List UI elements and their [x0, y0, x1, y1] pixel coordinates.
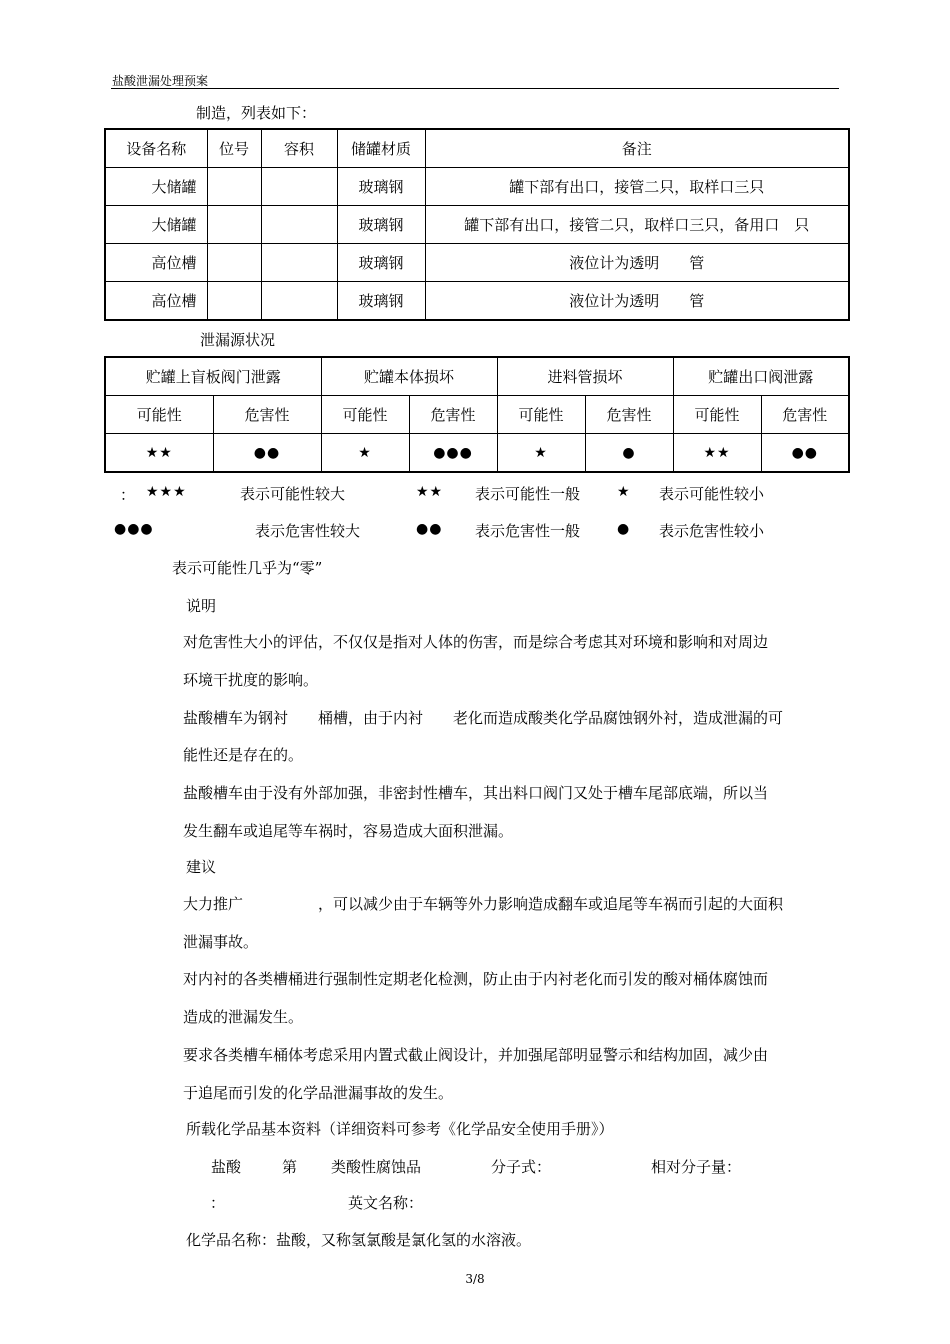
subheader-cell: 危害性 — [585, 396, 673, 434]
suggestion-paragraph: 要求各类槽车桶体考虑采用内置式截止阀设计，并加强尾部明显警示和结构加固，减少由 — [183, 1046, 769, 1064]
header-cell: 位号 — [207, 129, 261, 168]
leak-section-title: 泄漏源状况 — [200, 331, 276, 349]
table-cell: 液位计为透明 管 — [425, 244, 849, 282]
chem-mw-label: 相对分子量： — [651, 1158, 742, 1176]
legend-star-3-text: 表示可能性较大 — [240, 485, 346, 503]
chem-en-label: 英文名称： — [348, 1194, 424, 1212]
group-header: 贮罐出口阀泄露 — [673, 357, 849, 396]
legend-star-3-icon: ★★★ — [146, 484, 187, 500]
subheader-row — [105, 396, 849, 434]
table-cell: 大储罐 — [105, 206, 207, 244]
table-cell: 玻璃钢 — [337, 168, 425, 206]
legend-star-1-text: 表示可能性较小 — [659, 485, 765, 503]
explanation-paragraph: 盐酸槽车由于没有外部加强，非密封性槽车，其出料口阀门又处于槽车尾部底端，所以当 — [183, 784, 769, 802]
hazard-rating: ●● — [761, 434, 849, 473]
subheader-cell: 可能性 — [673, 396, 761, 434]
table-row — [105, 206, 849, 244]
table-cell: 液位计为透明 管 — [425, 282, 849, 321]
group-header: 进料管损坏 — [497, 357, 673, 396]
rating-row — [105, 434, 849, 473]
header-cell: 储罐材质 — [337, 129, 425, 168]
chem-class: 类酸性腐蚀品 — [331, 1158, 422, 1176]
intro-text: 制造，列表如下： — [196, 104, 317, 122]
header-title: 盐酸泄漏处理预案 — [112, 74, 209, 88]
table-header-row — [105, 129, 849, 168]
chem-title: 所载化学品基本资料（详细资料可参考《化学品安全使用手册》） — [186, 1120, 614, 1138]
suggestion-paragraph: 造成的泄漏发生。 — [183, 1008, 304, 1026]
legend-circle-3-icon: ●●● — [114, 521, 154, 537]
legend-circle-2-icon: ●● — [416, 521, 443, 537]
chem-class-prefix: 第 — [282, 1158, 298, 1176]
table-cell — [261, 244, 337, 282]
subheader-cell: 可能性 — [105, 396, 213, 434]
table-cell: 玻璃钢 — [337, 244, 425, 282]
legend-star-2-icon: ★★ — [416, 484, 444, 500]
explanation-paragraph: 环境干扰度的影响。 — [183, 671, 319, 689]
explanation-paragraph: 盐酸槽车为钢衬 桶槽，由于内衬 老化而造成酸类化学品腐蚀钢外衬，造成泄漏的可 — [183, 709, 784, 727]
table-cell — [207, 282, 261, 321]
table-cell: 罐下部有出口，接管二只，取样口三只，备用口 只 — [425, 206, 849, 244]
legend-colon: ： — [120, 486, 136, 504]
legend-star-1-icon: ★ — [617, 484, 631, 500]
likelihood-rating: ★ — [497, 434, 585, 473]
likelihood-rating: ★★ — [673, 434, 761, 473]
table-cell — [207, 168, 261, 206]
subheader-cell: 危害性 — [761, 396, 849, 434]
header-cell: 容积 — [261, 129, 337, 168]
suggestion-paragraph: 大力推广 ，可以减少由于车辆等外力影响造成翻车或追尾等车祸而引起的大面积 — [183, 895, 784, 913]
legend-circle-3-text: 表示危害性较大 — [255, 522, 361, 540]
likelihood-rating: ★ — [321, 434, 409, 473]
header-cell: 备注 — [425, 129, 849, 168]
explanation-title: 说明 — [186, 597, 217, 615]
table-row — [105, 244, 849, 282]
hazard-rating: ●● — [213, 434, 321, 473]
page-number: 3/8 — [465, 1272, 485, 1286]
group-header-row — [105, 357, 849, 396]
hazard-rating: ●●● — [409, 434, 497, 473]
equipment-table — [104, 128, 850, 321]
explanation-paragraph: 能性还是存在的。 — [183, 746, 304, 764]
table-cell — [207, 244, 261, 282]
chem-colon: ： — [210, 1194, 226, 1212]
subheader-cell: 危害性 — [213, 396, 321, 434]
likelihood-rating: ★★ — [105, 434, 213, 473]
table-cell: 罐下部有出口，接管二只，取样口三只 — [425, 168, 849, 206]
suggestion-paragraph: 泄漏事故。 — [183, 933, 259, 951]
suggestion-paragraph: 于追尾而引发的化学品泄漏事故的发生。 — [183, 1084, 454, 1102]
table-cell — [261, 168, 337, 206]
table-cell: 高位槽 — [105, 244, 207, 282]
table-cell: 大储罐 — [105, 168, 207, 206]
explanation-paragraph: 对危害性大小的评估，不仅仅是指对人体的伤害，而是综合考虑其对环境和影响和对周边 — [183, 633, 769, 651]
table-cell — [261, 282, 337, 321]
legend-circle-1-text: 表示危害性较小 — [659, 522, 765, 540]
header-rule — [111, 88, 839, 89]
header-cell: 设备名称 — [105, 129, 207, 168]
suggestion-paragraph: 对内衬的各类槽桶进行强制性定期老化检测，防止由于内衬老化而引发的酸对桶体腐蚀而 — [183, 970, 769, 988]
legend-zero-text: 表示可能性几乎为“零” — [172, 559, 323, 577]
chem-description: 化学品名称：盐酸，又称氢氯酸是氯化氢的水溶液。 — [186, 1231, 532, 1249]
table-cell — [207, 206, 261, 244]
hazard-rating: ● — [585, 434, 673, 473]
table-cell: 高位槽 — [105, 282, 207, 321]
suggestion-title: 建议 — [186, 858, 217, 876]
subheader-cell: 可能性 — [321, 396, 409, 434]
chem-formula-label: 分子式： — [491, 1158, 552, 1176]
legend-circle-1-icon: ● — [617, 521, 631, 537]
legend-circle-2-text: 表示危害性一般 — [475, 522, 581, 540]
subheader-cell: 危害性 — [409, 396, 497, 434]
leak-source-table — [104, 356, 850, 473]
chem-name: 盐酸 — [211, 1158, 242, 1176]
table-cell — [261, 206, 337, 244]
group-header: 贮罐本体损坏 — [321, 357, 497, 396]
group-header: 贮罐上盲板阀门泄露 — [105, 357, 321, 396]
table-row — [105, 282, 849, 321]
table-cell: 玻璃钢 — [337, 206, 425, 244]
table-row — [105, 168, 849, 206]
legend-star-2-text: 表示可能性一般 — [475, 485, 581, 503]
table-cell: 玻璃钢 — [337, 282, 425, 321]
explanation-paragraph: 发生翻车或追尾等车祸时，容易造成大面积泄漏。 — [183, 822, 514, 840]
subheader-cell: 可能性 — [497, 396, 585, 434]
